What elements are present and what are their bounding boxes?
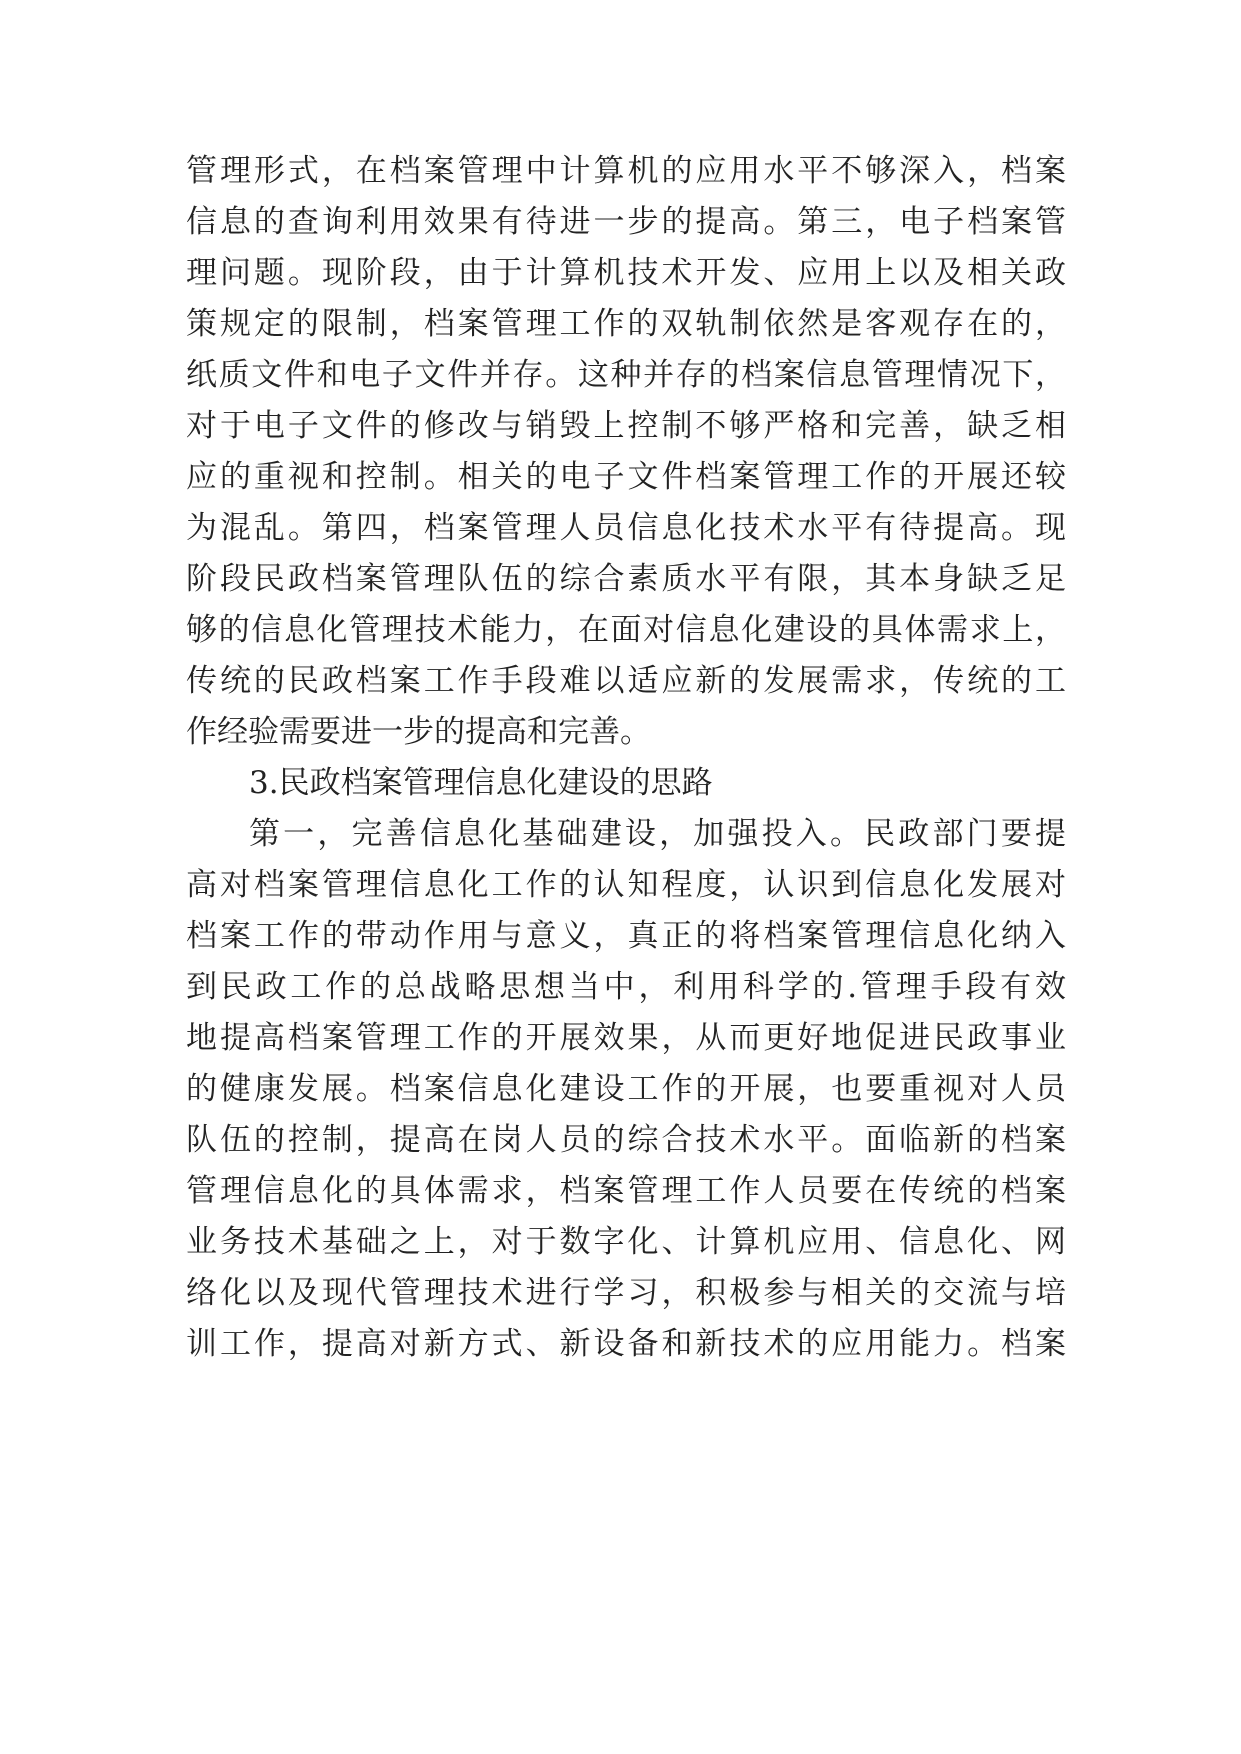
text-line: 的健康发展。档案信息化建设工作的开展，也要重视对人员 [186, 1071, 1066, 1107]
text-line: 档案工作的带动作用与意义，真正的将档案管理信息化纳入 [186, 918, 1066, 954]
text-line: 训工作，提高对新方式、新设备和新技术的应用能力。档案 [186, 1326, 1066, 1362]
text-line: 传统的民政档案工作手段难以适应新的发展需求，传统的工 [186, 663, 1066, 699]
text-line: 到民政工作的总战略思想当中，利用科学的.管理手段有效 [186, 969, 1066, 1005]
text-line: 策规定的限制，档案管理工作的双轨制依然是客观存在的， [186, 306, 1066, 342]
text-line: 够的信息化管理技术能力，在面对信息化建设的具体需求上， [186, 612, 1066, 648]
text-line: 理问题。现阶段，由于计算机技术开发、应用上以及相关政 [186, 255, 1066, 291]
paragraph-end-line: 作经验需要进一步的提高和完善。 [186, 714, 651, 750]
text-line: 业务技术基础之上，对于数字化、计算机应用、信息化、网 [186, 1224, 1066, 1260]
text-line: 阶段民政档案管理队伍的综合素质水平有限，其本身缺乏足 [186, 561, 1066, 597]
text-line: 纸质文件和电子文件并存。这种并存的档案信息管理情况下， [186, 357, 1066, 393]
text-line: 对于电子文件的修改与销毁上控制不够严格和完善，缺乏相 [186, 408, 1066, 444]
paragraph-first-line: 第一，完善信息化基础建设，加强投入。民政部门要提 [249, 816, 1066, 852]
text-line: 高对档案管理信息化工作的认知程度，认识到信息化发展对 [186, 867, 1066, 903]
text-line: 为混乱。第四，档案管理人员信息化技术水平有待提高。现 [186, 510, 1066, 546]
text-line: 队伍的控制，提高在岗人员的综合技术水平。面临新的档案 [186, 1122, 1066, 1158]
text-line: 地提高档案管理工作的开展效果，从而更好地促进民政事业 [186, 1020, 1066, 1056]
text-line: 络化以及现代管理技术进行学习，积极参与相关的交流与培 [186, 1275, 1066, 1311]
text-line: 应的重视和控制。相关的电子文件档案管理工作的开展还较 [186, 459, 1066, 495]
section-heading: 3.民政档案管理信息化建设的思路 [249, 765, 713, 801]
text-line: 信息的查询利用效果有待进一步的提高。第三，电子档案管 [186, 204, 1066, 240]
text-line: 管理形式，在档案管理中计算机的应用水平不够深入，档案 [186, 153, 1066, 189]
text-line: 管理信息化的具体需求，档案管理工作人员要在传统的档案 [186, 1173, 1066, 1209]
body-text [186, 146, 1066, 1370]
